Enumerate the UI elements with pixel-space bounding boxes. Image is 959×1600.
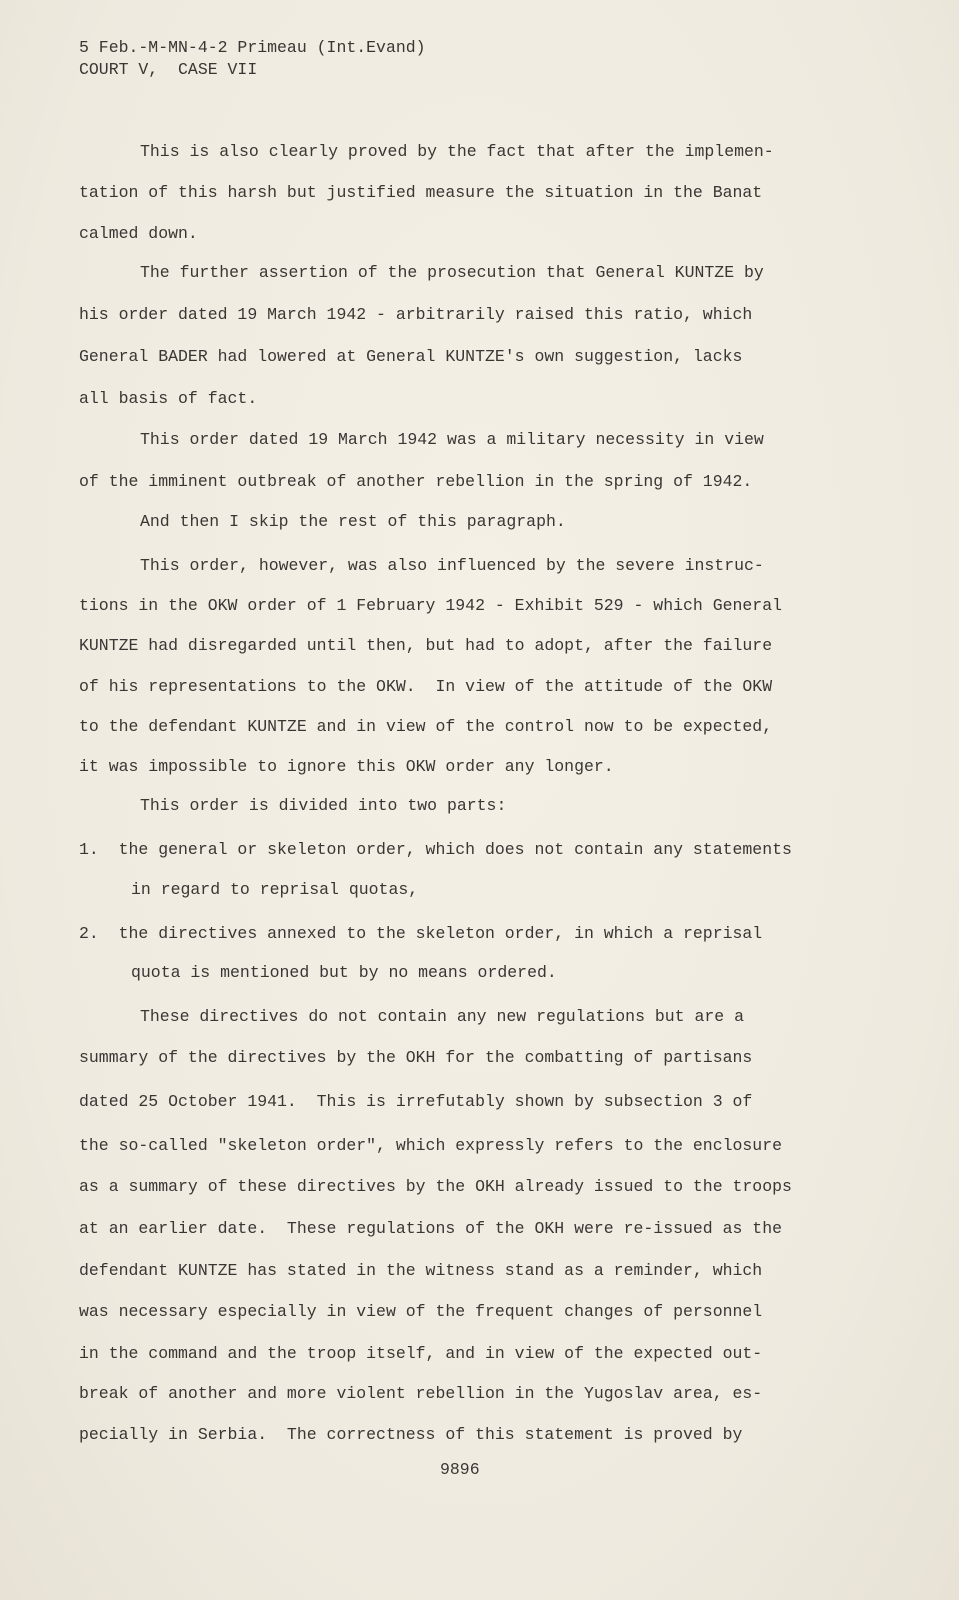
text-line: to the defendant KUNTZE and in view of the control now to be expected, — [79, 717, 773, 736]
text-line: The further assertion of the prosecution that General KUNTZE by — [140, 263, 764, 282]
header-reference: 5 Feb.-M-MN-4-2 Primeau (Int.Evand) — [79, 38, 426, 57]
text-line: all basis of fact. — [79, 389, 258, 408]
page-number: 9896 — [440, 1460, 480, 1479]
list-item-1: 1. the general or skeleton order, which does not contain any statements — [79, 840, 792, 859]
text-line: This order dated 19 March 1942 was a military necessity in view — [140, 430, 764, 449]
text-line: This order, however, was also influenced by the severe instruc- — [140, 556, 764, 575]
text-line: defendant KUNTZE has stated in the witness stand as a reminder, which — [79, 1261, 763, 1280]
text-line: KUNTZE had disregarded until then, but had to adopt, after the failure — [79, 636, 773, 655]
text-line: of his representations to the OKW. In view of the attitude of the OKW — [79, 677, 773, 696]
text-line: it was impossible to ignore this OKW order any longer. — [79, 757, 614, 776]
list-item-2: 2. the directives annexed to the skeleton order, in which a reprisal — [79, 924, 763, 943]
text-line: This order is divided into two parts: — [140, 796, 507, 815]
text-line: And then I skip the rest of this paragraph. — [140, 512, 566, 531]
text-line: calmed down. — [79, 224, 198, 243]
header-court-case: COURT V, CASE VII — [79, 60, 258, 79]
text-line: as a summary of these directives by the OKH already issued to the troops — [79, 1177, 792, 1196]
text-line: dated 25 October 1941. This is irrefutably shown by subsection 3 of — [79, 1092, 753, 1111]
text-line: summary of the directives by the OKH for the combatting of partisans — [79, 1048, 753, 1067]
text-line: This is also clearly proved by the fact that after the implemen- — [140, 142, 774, 161]
text-line: at an earlier date. These regulations of the OKH were re-issued as the — [79, 1219, 783, 1238]
text-line: quota is mentioned but by no means ordered. — [131, 963, 557, 982]
text-line: was necessary especially in view of the frequent changes of personnel — [79, 1302, 763, 1321]
text-line: tation of this harsh but justified measure the situation in the Banat — [79, 183, 763, 202]
text-line: his order dated 19 March 1942 - arbitrarily raised this ratio, which — [79, 305, 753, 324]
text-line: tions in the OKW order of 1 February 1942 - Exhibit 529 - which General — [79, 596, 783, 615]
text-line: in the command and the troop itself, and in view of the expected out- — [79, 1344, 763, 1363]
text-line: General BADER had lowered at General KUNTZE's own suggestion, lacks — [79, 347, 743, 366]
text-line: break of another and more violent rebellion in the Yugoslav area, es- — [79, 1384, 763, 1403]
text-line: in regard to reprisal quotas, — [131, 880, 419, 899]
text-line: of the imminent outbreak of another rebellion in the spring of 1942. — [79, 472, 753, 491]
text-line: pecially in Serbia. The correctness of this statement is proved by — [79, 1425, 743, 1444]
text-line: These directives do not contain any new regulations but are a — [140, 1007, 744, 1026]
text-line: the so-called "skeleton order", which expressly refers to the enclosure — [79, 1136, 783, 1155]
